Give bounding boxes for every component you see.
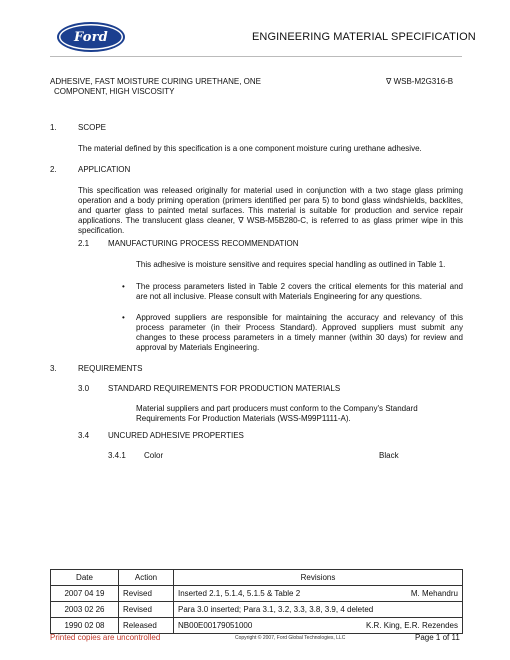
page-number: Page 1 of 11 [415, 633, 460, 642]
section-3-0-number: 3.0 [78, 384, 90, 393]
revision-details [174, 602, 463, 618]
section-3-0-text: Material suppliers and part producers must conform to the Company's Standard Requirements For Production Materials (WSS-M99P1111-A). [136, 404, 418, 423]
section-2-1-number: 2.1 [78, 239, 90, 248]
section-2-1-text: This adhesive is moisture sensitive and requires special handling as outlined in Table 1. [136, 260, 446, 269]
bullet-2-text: Approved suppliers are responsible for maintaining the accuracy and relevancy of this process parameter (in their Process Standard). Approved suppliers must submit any changes to these process parameters in a timely manner (within 30 days) for review and approval by Materials Engineering. [136, 313, 463, 352]
revision-details [174, 618, 463, 634]
document-type-title: ENGINEERING MATERIAL SPECIFICATION [252, 31, 476, 43]
section-2-text: This specification was released originally for material used in conjunction with a two stage glass priming operation and a body priming operation (primers identified per para 5) to bond glass windshields, backlites, and quarter glass to painted metal surfaces. This material is suitable for production and service repair applications. The translucent glass cleaner, ∇ WSB-M5B280-C, is referred to as glass primer wipe in this specification. [78, 186, 463, 235]
bullet-marker: • [122, 282, 125, 291]
revision-author: K.R. King, E.R. Rezendes [365, 621, 458, 630]
header-revisions: Revisions [174, 570, 463, 586]
revision-date: 2007 04 19 [51, 586, 119, 602]
color-property-label: Color [144, 451, 164, 460]
revision-date: 1990 02 08 [51, 618, 119, 634]
uncontrolled-copy-notice: Printed copies are uncontrolled [50, 633, 161, 642]
revision-details [174, 586, 463, 602]
revision-action: Released [119, 618, 174, 634]
revisions-header-row [51, 570, 463, 586]
revision-date: 2003 02 26 [51, 602, 119, 618]
section-3-0-title: STANDARD REQUIREMENTS FOR PRODUCTION MATERIALS [108, 384, 341, 393]
header-action: Action [119, 570, 174, 586]
revision-text: Inserted 2.1, 5.1.4, 5.1.5 & Table 2 [178, 589, 301, 598]
section-3-number: 3. [50, 364, 57, 373]
spec-title [50, 77, 310, 97]
revision-text: NB00E00179051000 [178, 621, 253, 630]
revision-action: Revised [119, 602, 174, 618]
section-2-1-title: MANUFACTURING PROCESS RECOMMENDATION [108, 239, 299, 248]
revision-action: Revised [119, 586, 174, 602]
section-3-title: REQUIREMENTS [78, 364, 143, 373]
table-row [51, 602, 463, 618]
color-property-value: Black [379, 451, 399, 460]
section-1-number: 1. [50, 123, 57, 132]
section-3-4-1-number: 3.4.1 [108, 451, 126, 460]
spec-title-line1: ADHESIVE, FAST MOISTURE CURING URETHANE, ONE [50, 77, 261, 86]
header-date: Date [51, 570, 119, 586]
spec-number: ∇ WSB-M2G316-B [386, 77, 454, 86]
section-3-4-title: UNCURED ADHESIVE PROPERTIES [108, 431, 244, 440]
revision-author: M. Mehandru [410, 589, 458, 598]
section-1-text: The material defined by this specification is a one component moisture curing urethane adhesive. [78, 144, 422, 153]
revision-text: Para 3.0 inserted; Para 3.1, 3.2, 3.3, 3.8, 3.9, 4 deleted [178, 605, 374, 614]
bullet-marker: • [122, 313, 125, 322]
section-3-4-number: 3.4 [78, 431, 90, 440]
header-divider [50, 56, 462, 57]
section-1-title: SCOPE [78, 123, 107, 132]
ford-logo [59, 24, 123, 50]
bullet-1-text: The process parameters listed in Table 2 covers the critical elements for this material and are not all inclusive. Please consult with Materials Engineering for any questions. [136, 282, 463, 301]
logo-text: Ford [74, 29, 108, 45]
copyright-notice: Copyright © 2007, Ford Global Technologies, LLC [235, 635, 346, 641]
spec-title-line2: COMPONENT, HIGH VISCOSITY [54, 87, 175, 96]
section-2-title: APPLICATION [78, 165, 131, 174]
section-2-number: 2. [50, 165, 57, 174]
table-row [51, 586, 463, 602]
revisions-table [50, 569, 463, 634]
table-row [51, 618, 463, 634]
